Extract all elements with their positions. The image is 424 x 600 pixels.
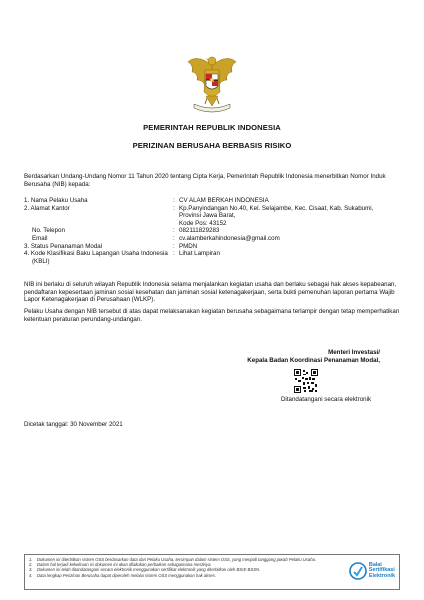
printed-date: Dicetak tanggal: 30 November 2021 <box>24 421 123 428</box>
field-row-name <box>24 197 404 205</box>
document-title: PERIZINAN BERUSAHA BERBASIS RISIKO <box>132 141 292 150</box>
footer-notes <box>29 557 329 578</box>
field-label <box>24 212 173 220</box>
field-separator: : <box>173 234 175 242</box>
field-value: Provinsi Jawa Barat, <box>179 212 236 220</box>
footer-note: 1. Dokumen ini diterbitkan sistem OSS berdasarkan data dari Pelaku Usaha, tersimpan dalam sistem OSS, yang menjadi tanggung jawab Pelaku Usaha. <box>29 557 317 562</box>
business-details <box>24 197 404 265</box>
field-label: 2. Alamat Kantor <box>24 204 70 212</box>
bsre-label: Balai Sertifikasi Elektronik <box>368 561 395 579</box>
field-separator: : <box>173 242 175 250</box>
footer-note: 4. Data lengkap Perizinan Berusaha dapat diperoleh melalui sistem OSS menggunakan hak akses. <box>29 572 217 578</box>
activity-paragraph: Pelaku Usaha dengan NIB tersebut di atas dapat melaksanakan kegiatan berusaha sebagaimana terlampir dengan tetap memperhatikan ketentuan peraturan perundang-undangan. <box>24 308 400 323</box>
field-value: CV ALAM BERKAH INDONESIA <box>179 197 269 204</box>
field-value: Kp.Panyindangan No.40, Kel. Selajambe, Kec. Cisaat, Kab. Sukabumi, <box>179 204 374 212</box>
validity-paragraph: NIB ini berlaku di seluruh wilayah Republik Indonesia selama menjalankan kegiatan usaha dan berlaku sebagai hak akses kepabeanan, pendaftaran kepesertaan jaminan sosial kesehatan dan jaminan sosial ketenagakerjaan, serta bukti pemenuhan laporan pertama Wajib Lapor Ketenagakerjaan di Perusahaan (WLKP). <box>24 281 397 304</box>
qr-code-icon <box>294 369 318 393</box>
garuda-emblem-icon <box>186 52 238 114</box>
signatory-block <box>210 349 380 365</box>
field-value: Kode Pos: 43152 <box>179 219 227 227</box>
field-row-kbli <box>24 250 404 258</box>
signatory-subtitle: Kepala Badan Koordinasi Penanaman Modal, <box>247 357 380 364</box>
field-row-phone <box>24 227 404 235</box>
footer-notes-box <box>24 554 400 590</box>
bsre-logo-icon <box>349 562 367 580</box>
field-separator: : <box>173 197 175 204</box>
field-value <box>179 258 404 266</box>
field-value: cv.alamberkahindonesia@gmail.com <box>179 234 280 242</box>
field-label: (KBLI) <box>32 257 50 265</box>
field-label: 4. Kode Klasifikasi Baku Lapangan Usaha Indonesia <box>24 250 168 258</box>
field-value: Lihat Lampiran <box>179 250 220 258</box>
field-row-address-cont <box>24 212 404 220</box>
bsre-logo <box>349 562 395 580</box>
electronic-signature-note: Ditandatangani secara elektronik <box>280 396 372 403</box>
field-label: 1. Nama Pelaku Usaha <box>24 197 88 204</box>
field-separator: : <box>173 227 175 235</box>
field-value: 082111829283 <box>179 227 220 235</box>
field-separator: : <box>173 204 175 212</box>
field-label: No. Telepon <box>32 227 65 235</box>
field-label: Email <box>32 234 48 242</box>
footer-note: 2. Dalam hal terjadi kekeliruan isi dokumen ini akan dilakukan perbaikan sebagaimana mestinya. <box>29 562 212 568</box>
field-row-email <box>24 235 404 243</box>
field-separator: : <box>173 250 175 258</box>
intro-paragraph: Berdasarkan Undang-Undang Nomor 11 Tahun 2020 tentang Cipta Kerja, Pemerintah Republik Indonesia menerbitkan Nomor Induk Berusaha (NIB) kepada: <box>24 173 386 188</box>
field-row-address <box>24 205 404 213</box>
government-title: PEMERINTAH REPUBLIK INDONESIA <box>143 123 281 132</box>
field-label: 3. Status Penanaman Modal <box>24 242 103 250</box>
field-row-investment-status <box>24 243 404 251</box>
field-row-postal <box>24 220 404 228</box>
field-row-kbli-cont <box>24 258 404 266</box>
field-value: PMDN <box>179 242 198 250</box>
footer-note: 3. Dokumen ini telah ditandatangani secara elektronik menggunakan sertifikat elektronik yang diterbitkan oleh BSrE-BSSN. <box>29 567 261 573</box>
signatory-title: Menteri Investasi/ <box>328 349 380 356</box>
field-label <box>24 220 173 228</box>
